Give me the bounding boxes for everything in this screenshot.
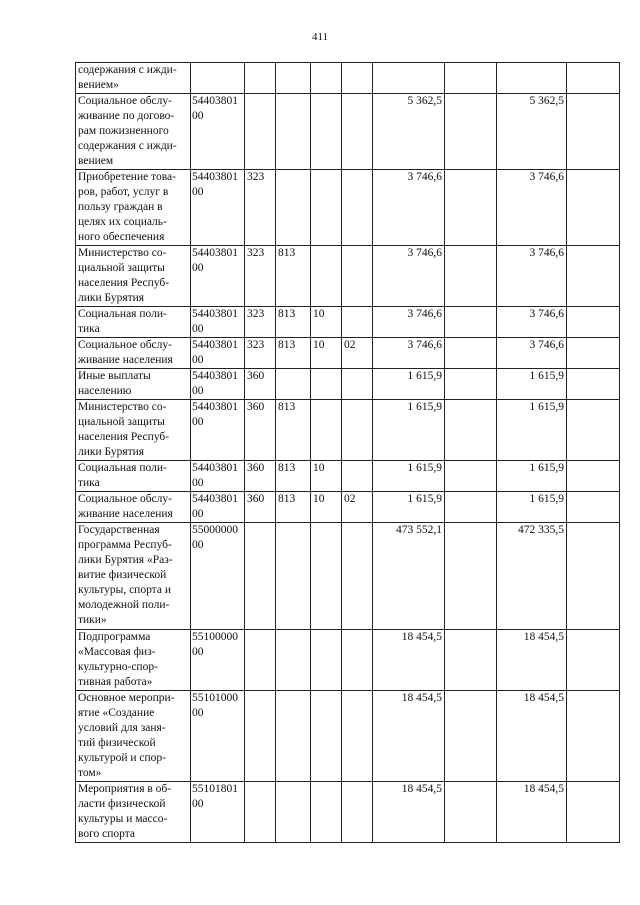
cell-name: Министерство со- циальной защиты населения Респуб- лики Бурятия: [76, 246, 191, 307]
cell-csr-code: 5510100000: [191, 691, 245, 782]
cell-sum-2: 3 746,6: [497, 246, 567, 307]
cell-rz-code: [311, 63, 342, 94]
cell-vr-code: 323: [245, 246, 276, 307]
cell-sum-1: 1 615,9: [373, 400, 445, 461]
cell-sum-1: 3 746,6: [373, 338, 445, 369]
cell-grbs-code: [276, 523, 311, 630]
cell-name: Государственная программа Респуб- лики Бурятия «Раз- витие физической культуры, спорта и молодежной поли- тики»: [76, 523, 191, 630]
cell-empty: [445, 492, 497, 523]
cell-empty: [445, 461, 497, 492]
cell-vr-code: [245, 782, 276, 843]
cell-csr-code: 5510000000: [191, 630, 245, 691]
table-body: [76, 63, 620, 843]
cell-rz-code: 10: [311, 461, 342, 492]
cell-csr-code: 5440380100: [191, 307, 245, 338]
cell-empty: [567, 400, 620, 461]
table-row: [76, 400, 620, 461]
cell-csr-code: 5440380100: [191, 170, 245, 246]
table-row: [76, 461, 620, 492]
cell-empty: [567, 523, 620, 630]
cell-pr-code: 02: [342, 492, 373, 523]
cell-grbs-code: [276, 94, 311, 170]
table-row: [76, 782, 620, 843]
cell-sum-1: [373, 63, 445, 94]
cell-vr-code: 323: [245, 307, 276, 338]
cell-sum-2: 3 746,6: [497, 170, 567, 246]
cell-grbs-code: 813: [276, 246, 311, 307]
cell-sum-1: 18 454,5: [373, 691, 445, 782]
cell-empty: [567, 461, 620, 492]
cell-empty: [567, 338, 620, 369]
cell-name: Основное меропри- ятие «Создание условий для заня- тий физической культурой и спор- том»: [76, 691, 191, 782]
cell-grbs-code: [276, 691, 311, 782]
table-row: [76, 338, 620, 369]
cell-vr-code: 323: [245, 170, 276, 246]
cell-empty: [567, 492, 620, 523]
cell-pr-code: [342, 94, 373, 170]
cell-grbs-code: [276, 63, 311, 94]
cell-sum-1: 3 746,6: [373, 246, 445, 307]
cell-vr-code: [245, 630, 276, 691]
cell-name: Социальное обслу- живание по догово- рам пожизненного содержания с ижди- вением: [76, 94, 191, 170]
cell-csr-code: 5500000000: [191, 523, 245, 630]
cell-grbs-code: [276, 782, 311, 843]
cell-pr-code: [342, 630, 373, 691]
cell-sum-2: 5 362,5: [497, 94, 567, 170]
cell-name: Приобретение това- ров, работ, услуг в пользу граждан в целях их социаль- ного обеспечения: [76, 170, 191, 246]
cell-name: Социальная поли- тика: [76, 307, 191, 338]
cell-empty: [445, 63, 497, 94]
cell-empty: [567, 246, 620, 307]
cell-grbs-code: 813: [276, 492, 311, 523]
table-row: [76, 492, 620, 523]
cell-empty: [445, 94, 497, 170]
cell-empty: [445, 307, 497, 338]
cell-empty: [567, 307, 620, 338]
cell-empty: [445, 400, 497, 461]
cell-vr-code: [245, 691, 276, 782]
cell-sum-2: 3 746,6: [497, 307, 567, 338]
cell-name: Подпрограмма «Массовая физ- культурно-спор- тивная работа»: [76, 630, 191, 691]
cell-empty: [567, 63, 620, 94]
cell-empty: [567, 369, 620, 400]
cell-empty: [445, 523, 497, 630]
cell-pr-code: [342, 523, 373, 630]
cell-pr-code: [342, 170, 373, 246]
cell-grbs-code: [276, 630, 311, 691]
cell-empty: [567, 782, 620, 843]
cell-grbs-code: 813: [276, 338, 311, 369]
cell-sum-1: 3 746,6: [373, 307, 445, 338]
cell-csr-code: 5440380100: [191, 461, 245, 492]
cell-sum-2: 3 746,6: [497, 338, 567, 369]
cell-csr-code: 5440380100: [191, 94, 245, 170]
cell-empty: [567, 691, 620, 782]
cell-pr-code: 02: [342, 338, 373, 369]
cell-rz-code: 10: [311, 307, 342, 338]
cell-grbs-code: 813: [276, 400, 311, 461]
cell-csr-code: 5440380100: [191, 246, 245, 307]
cell-sum-2: 18 454,5: [497, 630, 567, 691]
cell-vr-code: [245, 94, 276, 170]
cell-rz-code: 10: [311, 492, 342, 523]
cell-grbs-code: [276, 369, 311, 400]
cell-sum-2: 1 615,9: [497, 461, 567, 492]
cell-empty: [567, 170, 620, 246]
cell-rz-code: [311, 630, 342, 691]
cell-empty: [445, 691, 497, 782]
cell-name: Министерство со- циальной защиты населения Респуб- лики Бурятия: [76, 400, 191, 461]
table-row: [76, 691, 620, 782]
cell-sum-2: 1 615,9: [497, 400, 567, 461]
cell-name: содержания с ижди- вением»: [76, 63, 191, 94]
cell-sum-1: 473 552,1: [373, 523, 445, 630]
table-row: [76, 94, 620, 170]
cell-grbs-code: [276, 170, 311, 246]
cell-pr-code: [342, 461, 373, 492]
cell-sum-2: [497, 63, 567, 94]
cell-rz-code: [311, 782, 342, 843]
cell-empty: [445, 630, 497, 691]
cell-grbs-code: 813: [276, 307, 311, 338]
cell-pr-code: [342, 782, 373, 843]
cell-name: Иные выплаты населению: [76, 369, 191, 400]
cell-name: Социальное обслу- живание населения: [76, 338, 191, 369]
table-row: [76, 246, 620, 307]
cell-csr-code: 5510180100: [191, 782, 245, 843]
cell-sum-1: 1 615,9: [373, 461, 445, 492]
cell-pr-code: [342, 63, 373, 94]
cell-name: Социальное обслу- живание населения: [76, 492, 191, 523]
cell-vr-code: 323: [245, 338, 276, 369]
cell-rz-code: 10: [311, 338, 342, 369]
cell-rz-code: [311, 369, 342, 400]
cell-sum-1: 3 746,6: [373, 170, 445, 246]
cell-pr-code: [342, 307, 373, 338]
cell-vr-code: 360: [245, 369, 276, 400]
cell-empty: [445, 338, 497, 369]
cell-sum-1: 18 454,5: [373, 782, 445, 843]
cell-sum-1: 5 362,5: [373, 94, 445, 170]
cell-grbs-code: 813: [276, 461, 311, 492]
cell-empty: [445, 170, 497, 246]
cell-empty: [567, 630, 620, 691]
table-row: [76, 523, 620, 630]
cell-vr-code: [245, 523, 276, 630]
cell-rz-code: [311, 523, 342, 630]
cell-pr-code: [342, 691, 373, 782]
cell-pr-code: [342, 400, 373, 461]
cell-sum-2: 1 615,9: [497, 369, 567, 400]
cell-vr-code: 360: [245, 492, 276, 523]
cell-csr-code: 5440380100: [191, 400, 245, 461]
cell-name: Мероприятия в об- ласти физической культуры и массо- вого спорта: [76, 782, 191, 843]
cell-sum-2: 18 454,5: [497, 691, 567, 782]
cell-empty: [445, 782, 497, 843]
cell-vr-code: 360: [245, 400, 276, 461]
cell-pr-code: [342, 246, 373, 307]
cell-vr-code: 360: [245, 461, 276, 492]
cell-csr-code: [191, 63, 245, 94]
table-row: [76, 307, 620, 338]
cell-empty: [445, 246, 497, 307]
cell-sum-2: 18 454,5: [497, 782, 567, 843]
cell-rz-code: [311, 246, 342, 307]
cell-sum-2: 472 335,5: [497, 523, 567, 630]
table-row: [76, 630, 620, 691]
cell-vr-code: [245, 63, 276, 94]
cell-csr-code: 5440380100: [191, 492, 245, 523]
cell-rz-code: [311, 691, 342, 782]
table-row: [76, 369, 620, 400]
cell-empty: [567, 94, 620, 170]
cell-name: Социальная поли- тика: [76, 461, 191, 492]
cell-sum-1: 18 454,5: [373, 630, 445, 691]
table-row: [76, 63, 620, 94]
budget-table: [75, 62, 620, 843]
cell-csr-code: 5440380100: [191, 369, 245, 400]
cell-rz-code: [311, 400, 342, 461]
cell-pr-code: [342, 369, 373, 400]
cell-sum-1: 1 615,9: [373, 492, 445, 523]
cell-rz-code: [311, 170, 342, 246]
cell-rz-code: [311, 94, 342, 170]
cell-sum-1: 1 615,9: [373, 369, 445, 400]
table-row: [76, 170, 620, 246]
page-number: 411: [311, 31, 329, 43]
cell-csr-code: 5440380100: [191, 338, 245, 369]
cell-sum-2: 1 615,9: [497, 492, 567, 523]
cell-empty: [445, 369, 497, 400]
